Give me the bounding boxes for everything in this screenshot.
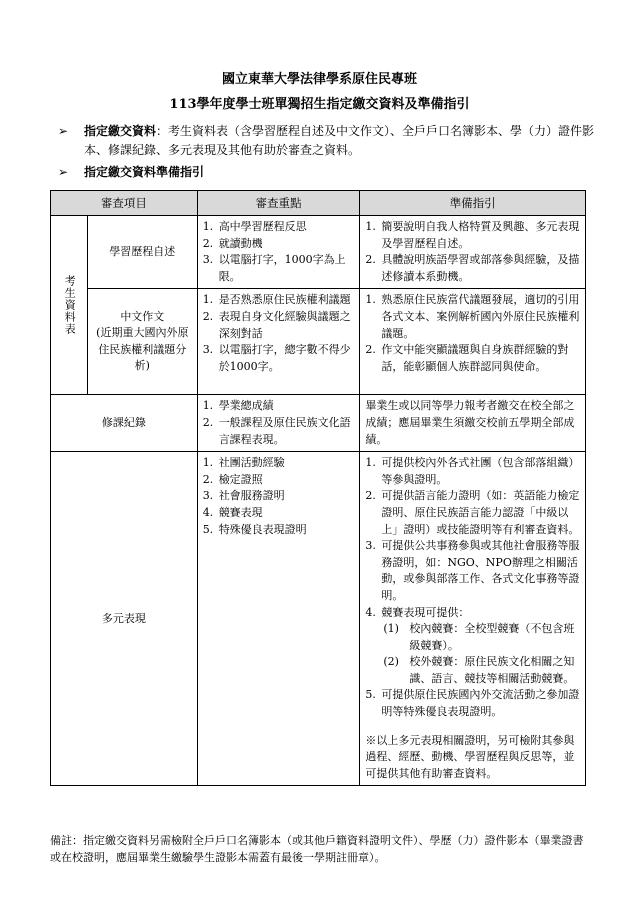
guide-cell: 畢業生或以同等學力報考者繳交在校全部之成績；應屆畢業生須繳交校前五學期全部成績。 (360, 395, 586, 452)
table-row (51, 216, 586, 289)
guide-cell: 1. 熟悉原住民族當代議題發展，適切的引用各式文本、案例解析國內外原住民族權利議題。 2. 作文中能突顯議題與自身族群經驗的對話，能彰顯個人族群認同與使命。 (360, 289, 586, 395)
document-subtitle: 113學年度學士班單獨招生指定繳交資料及準備指引 (169, 97, 470, 112)
item-cell: 多元表現 (51, 452, 198, 786)
header-guide: 準備指引 (360, 191, 586, 216)
focus-cell: 1. 高中學習歷程反思 2. 就讀動機 3. 以電腦打字，1000字為上限。 (197, 216, 360, 289)
header-item: 審查項目 (51, 191, 198, 216)
item-cell: 修課紀錄 (51, 395, 198, 452)
table-row (51, 395, 586, 452)
bullet-lead: 指定繳交資料 (84, 124, 157, 138)
item-cell: 中文作文 (近期重大國內外原住民族權利議題分析) (87, 289, 197, 395)
arrow-bullet-icon: ➢ (58, 124, 69, 138)
table-row (51, 452, 586, 786)
group-label: 考生資料表 (51, 216, 88, 395)
bullet-text: ：考生資料表（含學習歷程自述及中文作文）、全戶戶口名簿影本、學（力）證件影本、修課紀錄、多元表現及其他有助於審查之資料。 (84, 124, 595, 157)
item-cell: 學習歷程自述 (87, 216, 197, 289)
header-focus: 審查重點 (197, 191, 360, 216)
focus-cell: 1. 學業總成績 2. 一般課程及原住民族文化語言課程表現。 (197, 395, 360, 452)
note-text: ※以上多元表現相關證明，另可檢附其參與過程、經歷、動機、學習歷程與反思等，並可提供其他有助審查資料。 (365, 733, 575, 780)
bullet-guide-heading (58, 163, 204, 182)
bullet-required-materials (58, 122, 598, 160)
table-header-row (51, 191, 586, 216)
arrow-bullet-icon: ➢ (58, 165, 69, 179)
focus-cell: 1. 是否熟悉原住民族權利議題 2. 表現自身文化經驗與議題之深刻對話 3. 以電腦打字，總字數不得少於1000字。 (197, 289, 360, 395)
footer-note: 備註：指定繳交資料另需檢附全戶戶口名簿影本（或其他戶籍資料證明文件）、學歷（力）證件影本（畢業證書或在校證明，應屆畢業生繳驗學生證影本需蓋有最後一學期註冊章）。 (50, 834, 584, 864)
guide-table (50, 190, 586, 786)
table-row (51, 289, 586, 395)
guide-cell: 1. 可提供校內外各式社團（包含部落組織）等參與證明。 2. 可提供語言能力證明（如：英語能力檢定證明、原住民族語言能力認證「中級以上」證明）或技能證明等有利審查資料。 3. 可提供公共事務參與或其他社會服務等服務證明，如：NGO、NPO辦理之相關活動，或參與部落工作、各式文化事務等證明。 4. 競賽表現可提供： (1) 校內競賽：全校型競賽（不包含班級競賽）。 (2) 校外競賽：原住民族文化相關之知識、語言、競技等相關活動競賽。 5. 可提供原住民族國內外交流活動之參加證明等特殊優良表現證明。 ※以上多元表現相關證明，另可檢附其參與過程、經歷、動機、學習歷程與反思等，並可提供其他有助審查資料。 (360, 452, 586, 786)
document-title: 國立東華大學法律學系原住民專班 (221, 72, 417, 87)
guide-cell: 1. 簡要說明自我人格特質及興趣、多元表現及學習歷程自述。 2. 具體說明族語學習或部落參與經驗，及描述修讀本系動機。 (360, 216, 586, 289)
focus-cell: 1. 社團活動經驗 2. 檢定證照 3. 社會服務證明 4. 競賽表現 5. 特殊優良表現證明 (197, 452, 360, 786)
bullet-lead: 指定繳交資料準備指引 (84, 165, 205, 179)
